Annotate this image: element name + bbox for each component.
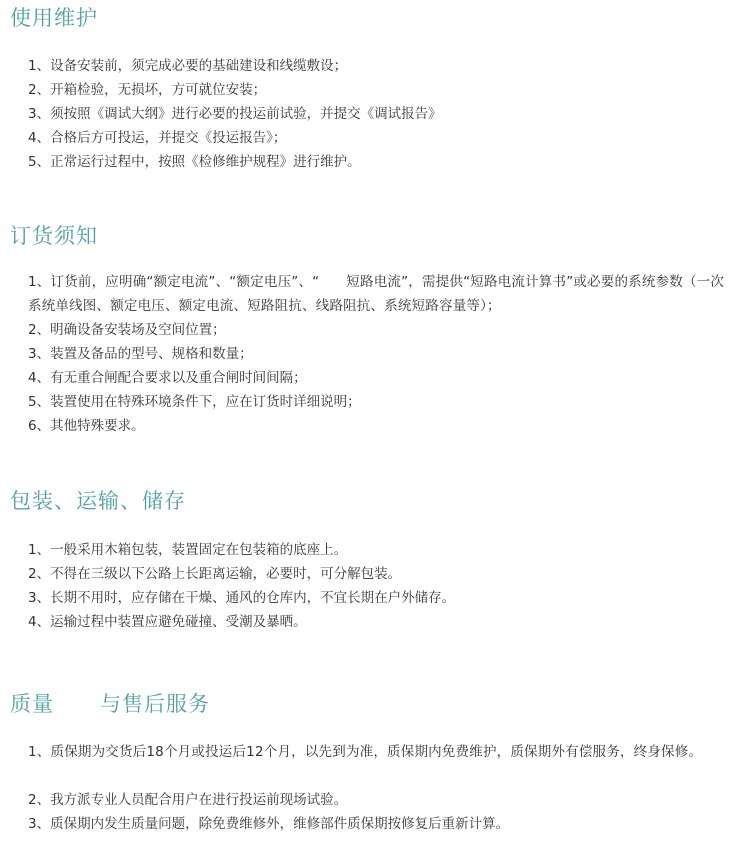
list-item: 3、须按照《调试大纲》进行必要的投运前试验，并提交《调试报告》 <box>28 106 442 122</box>
section-title: 使用维护 <box>10 6 98 30</box>
list-item: 4、合格后方可投运，并提交《投运报告》； <box>28 130 287 146</box>
list-item: 2、开箱检验，无损坏，方可就位安装； <box>28 82 267 98</box>
list-item: 1、质保期为交货后18个月或投运后12个月，以先到为准，质保期内免费维护，质保期外有偿服务，终身保修。 <box>28 744 703 760</box>
list-item: 2、不得在三级以下公路上长距离运输，必要时，可分解包装。 <box>28 566 402 582</box>
list-item: 1、设备安装前，须完成必要的基础建设和线缆敷设； <box>28 58 348 74</box>
list-item: 2、明确设备安装场及空间位置； <box>28 322 226 338</box>
list-item: 2、我方派专业人员配合用户在进行投运前现场试验。 <box>28 792 348 808</box>
list-item: 6、其他特殊要求。 <box>28 418 145 434</box>
section-title: 质量 与售后服务 <box>10 692 211 716</box>
list-item: 1、订货前，应明确“额定电流”、“额定电压”、“ 短路电流”，需提供“短路电流计算书”或必要的系统参数（一次系统单线图、额定电压、额定电流、短路阻抗、线路阻抗、系统短路容量等）； <box>28 274 725 314</box>
list-item: 4、运输过程中装置应避免碰撞、受潮及暴晒。 <box>28 614 307 630</box>
list-item: 4、有无重合闸配合要求以及重合闸时间间隔； <box>28 370 307 386</box>
list-item: 3、质保期内发生质量问题，除免费维修外，维修部件质保期按修复后重新计算。 <box>28 816 510 832</box>
list-item: 3、装置及备品的型号、规格和数量； <box>28 346 253 362</box>
list-item: 1、一般采用木箱包装，装置固定在包装箱的底座上。 <box>28 542 348 558</box>
section-title: 订货须知 <box>10 224 98 248</box>
list-item: 5、正常运行过程中，按照《检修维护规程》进行维护。 <box>28 154 361 170</box>
list-item: 3、长期不用时，应存储在干燥、通风的仓库内，不宜长期在户外储存。 <box>28 590 456 606</box>
list-item: 5、装置使用在特殊环境条件下，应在订货时详细说明； <box>28 394 361 410</box>
section-title: 包装、运输、储存 <box>10 489 186 513</box>
